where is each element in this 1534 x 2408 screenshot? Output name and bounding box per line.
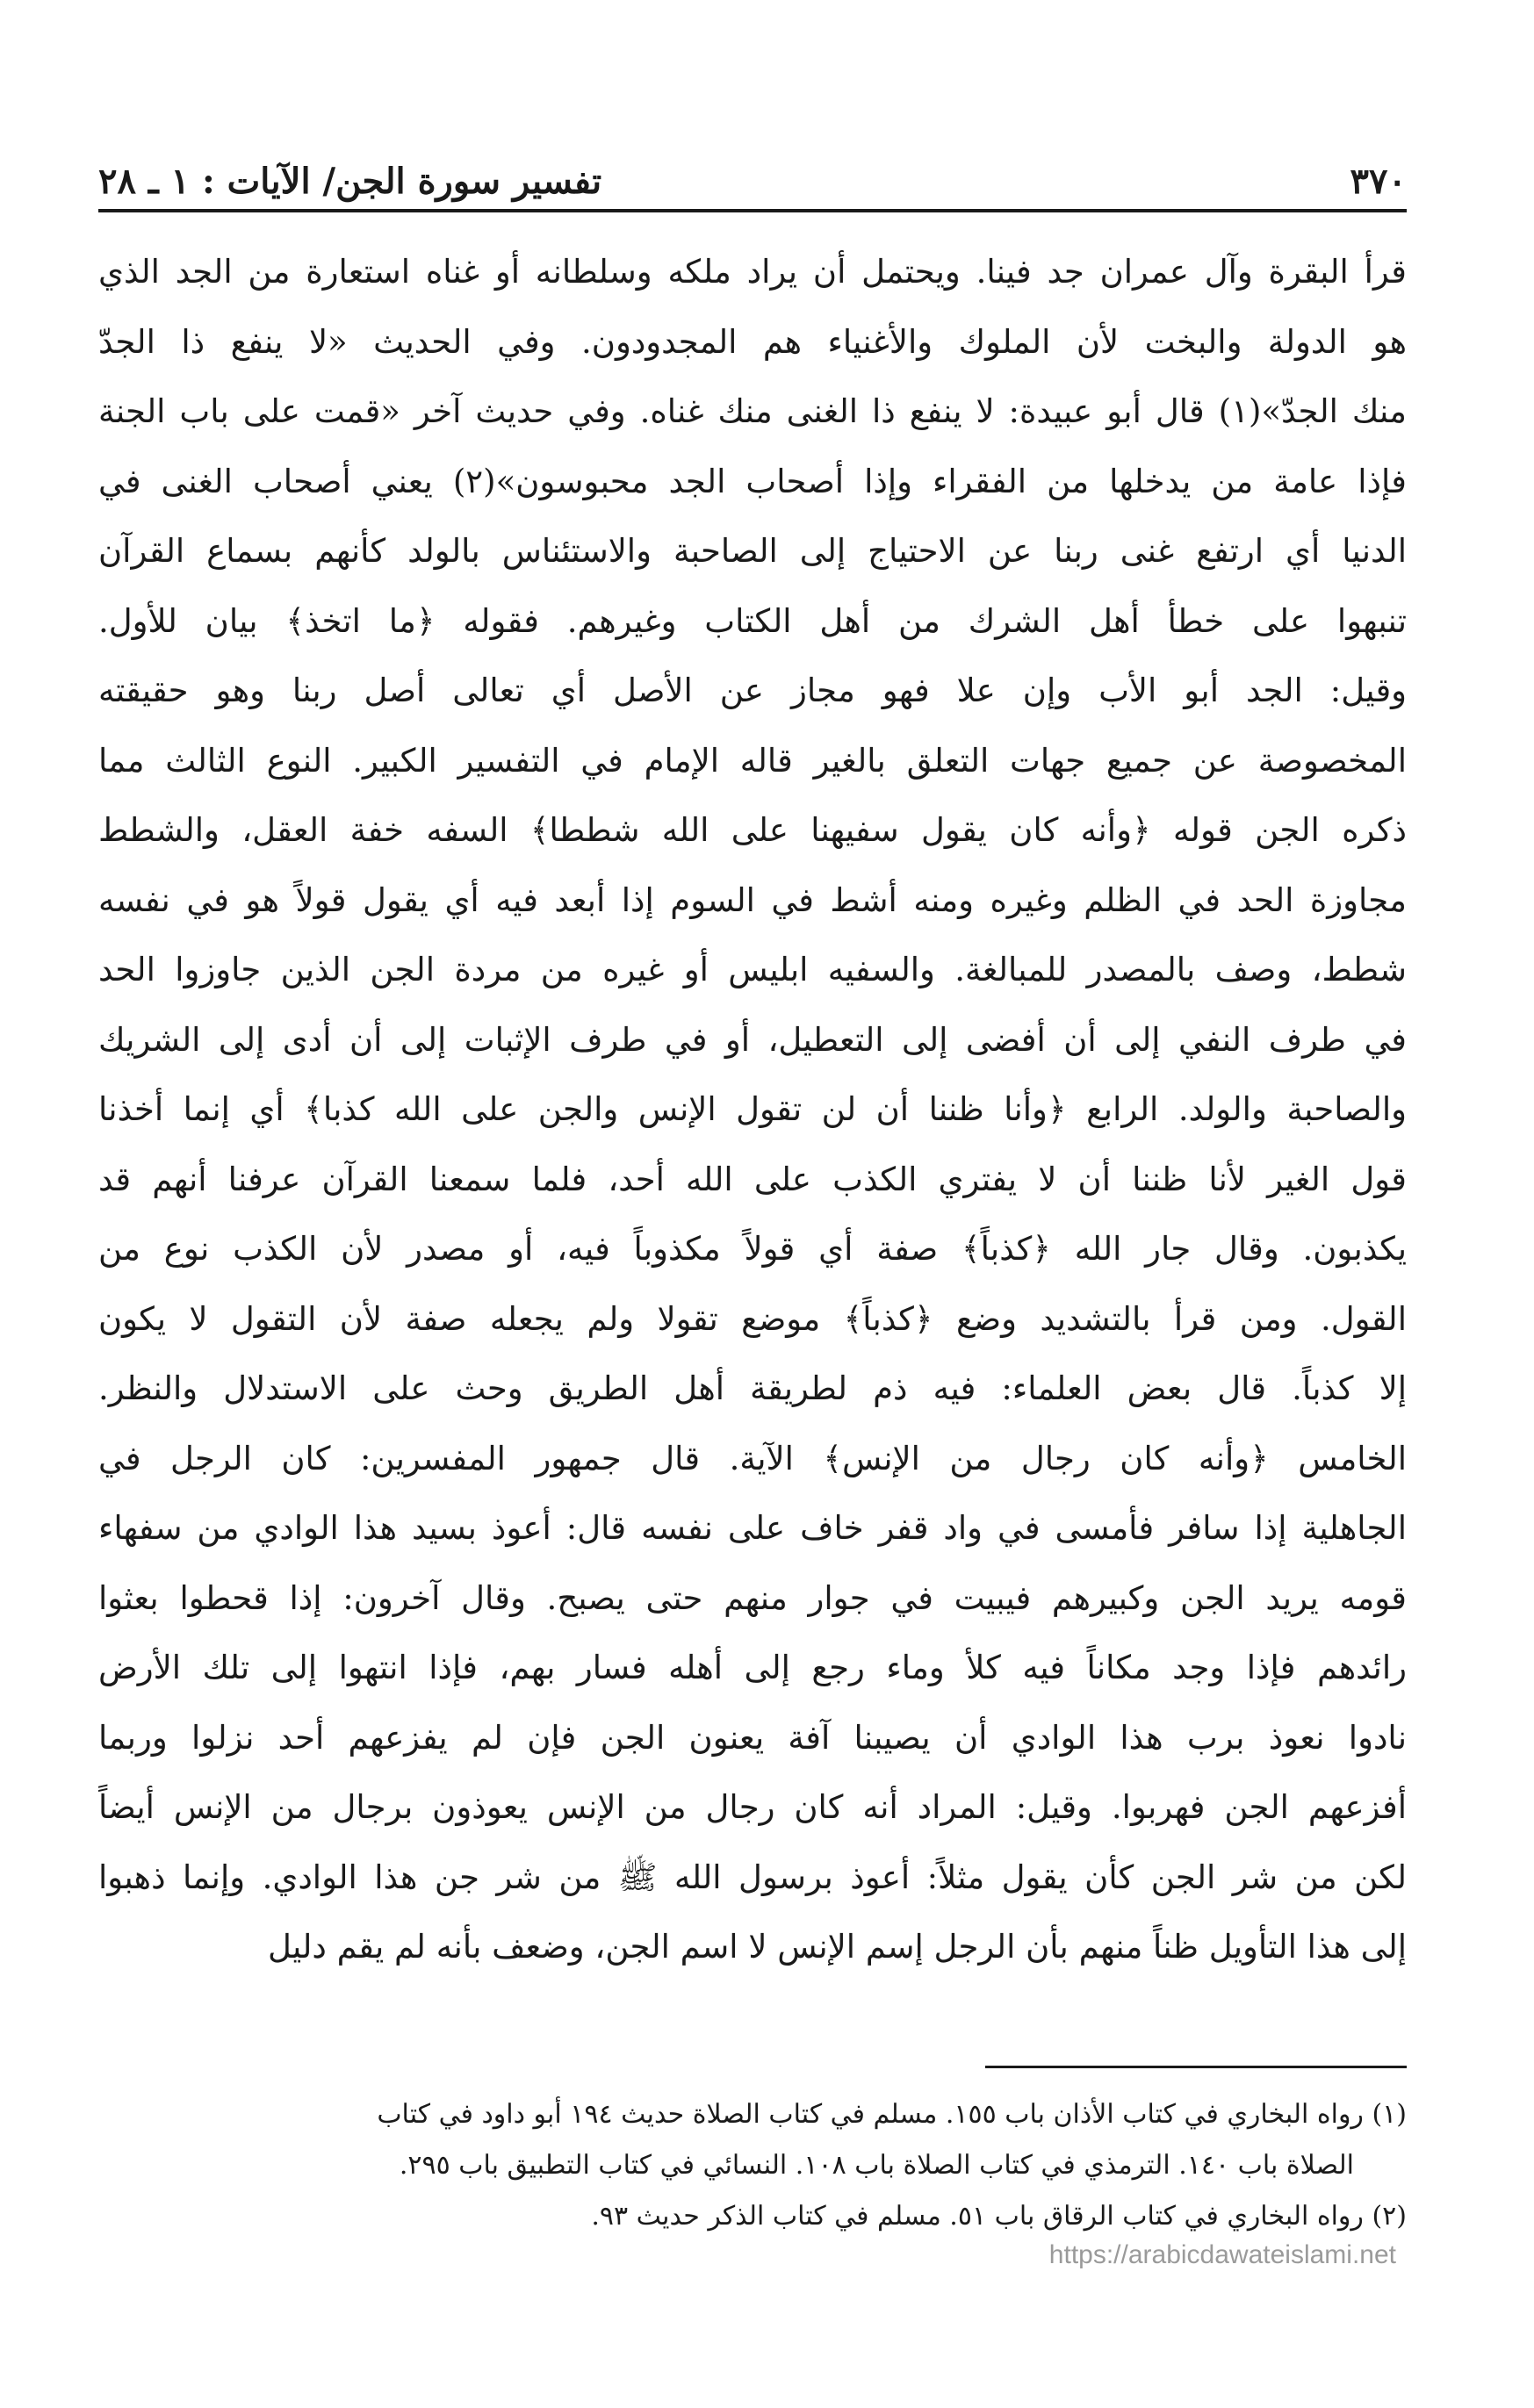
text-line: نادوا نعوذ برب هذا الوادي أن يصيبنا آفة يعنون الجن فإن لم يفزعهم أحد نزلوا وربما	[98, 1718, 1407, 1757]
text-line: الدنيا أي ارتفع غنى ربنا عن الاحتياج إلى الصاحبة والاستئناس بالولد كأنهم بسماع القرآن	[98, 532, 1407, 570]
footnote-line: الصلاة باب ١٤٠. الترمذي في كتاب الصلاة باب ١٠٨. النسائي في كتاب التطبيق باب ٢٩٥.	[399, 2150, 1354, 2181]
footnote-line: (٢) رواه البخاري في كتاب الرقاق باب ٥١. مسلم في كتاب الذكر حديث ٩٣.	[591, 2201, 1407, 2232]
running-title: تفسير سورة الجن/ الآيات : ١ ـ ٢٨	[98, 161, 602, 202]
text-line: رائدهم فإذا وجد مكاناً فيه كلأ وماء رجع إلى أهله فسار بهم، فإذا انتهوا إلى تلك الأرض	[98, 1649, 1407, 1686]
main-text	[98, 237, 1407, 1982]
text-line: وقيل: الجد أبو الأب وإن علا فهو مجاز عن الأصل أي تعالى أصل ربنا وهو حقيقته	[98, 672, 1407, 709]
text-line: إلا كذباً. قال بعض العلماء: فيه ذم لطريقة أهل الطريق وحث على الاستدلال والنظر.	[98, 1369, 1407, 1407]
footnotes	[98, 2089, 1407, 2242]
text-line: منك الجدّ»(١) قال أبو عبيدة: لا ينفع ذا الغنى منك غناه. وفي حديث آخر «قمت على باب الجنة	[98, 392, 1407, 430]
text-line: فإذا عامة من يدخلها من الفقراء وإذا أصحاب الجد محبوسون»(٢) يعني أصحاب الغنى في	[98, 462, 1407, 500]
text-line: والصاحبة والولد. الرابع ﴿وأنا ظننا أن لن تقول الإنس والجن على الله كذبا﴾ أي إنما أخذنا	[98, 1090, 1407, 1128]
text-line: شطط، وصف بالمصدر للمبالغة. والسفيه ابليس أو غيره من مردة الجن الذين جاوزوا الحد	[98, 951, 1407, 988]
text-line: القول. ومن قرأ بالتشديد وضع ﴿كذباً﴾ موضع تقولا ولم يجعله صفة لأن التقول لا يكون	[98, 1299, 1407, 1338]
text-line: إلى هذا التأويل ظناً منهم بأن الرجل إسم الإنس لا اسم الجن، وضعف بأنه لم يقم دليل	[267, 1928, 1407, 1966]
text-line: الجاهلية إذا سافر فأمسى في واد قفر خاف على نفسه قال: أعوذ بسيد هذا الوادي من سفهاء	[98, 1509, 1407, 1547]
text-line: تنبهوا على خطأ أهل الشرك من أهل الكتاب وغيرهم. فقوله ﴿ما اتخذ﴾ بيان للأول.	[98, 601, 1407, 640]
text-line: لكن من شر الجن كأن يقول مثلاً: أعوذ برسول الله ﷺ من شر جن هذا الوادي. وإنما ذهبوا	[98, 1858, 1407, 1896]
watermark-url: https://arabicdawateislami.net	[1048, 2240, 1396, 2269]
text-line: في طرف النفي إلى أن أفضى إلى التعطيل، أو في طرف الإثبات إلى أن أدى إلى الشريك	[98, 1020, 1407, 1059]
text-line: قول الغير لأنا ظننا أن لا يفتري الكذب على الله أحد، فلما سمعنا القرآن عرفنا أنهم قد	[98, 1160, 1407, 1198]
text-line: مجاوزة الحد في الظلم وغيره ومنه أشط في السوم إذا أبعد فيه أي يقول قولاً هو في نفسه	[98, 881, 1407, 919]
text-line: يكذبون. وقال جار الله ﴿كذباً﴾ صفة أي قولاً مكذوباً فيه، أو مصدر لأن الكذب نوع من	[98, 1230, 1407, 1268]
header-rule	[98, 209, 1407, 212]
page-header	[98, 140, 1407, 202]
text-line: الخامس ﴿وأنه كان رجال من الإنس﴾ الآية. قال جمهور المفسرين: كان الرجل في	[98, 1439, 1407, 1477]
text-line: ذكره الجن قوله ﴿وأنه كان يقول سفيهنا على الله شططا﴾ السفه خفة العقل، والشطط	[98, 811, 1407, 849]
text-line: المخصوصة عن جميع جهات التعلق بالغير قاله الإمام في التفسير الكبير. النوع الثالث مما	[98, 741, 1407, 780]
text-line: أفزعهم الجن فهربوا. وقيل: المراد أنه كان رجال من الإنس يعوذون برجال من الإنس أيضاً	[98, 1788, 1407, 1826]
footnote-line: (١) رواه البخاري في كتاب الأذان باب ١٥٥. مسلم في كتاب الصلاة حديث ١٩٤ أبو داود في كتاب	[377, 2099, 1407, 2130]
page-number: ٣٧٠	[1350, 161, 1407, 202]
text-line: هو الدولة والبخت لأن الملوك والأغنياء هم المجدودون. وفي الحديث «لا ينفع ذا الجدّ	[98, 322, 1407, 361]
footnote-rule	[985, 2066, 1407, 2068]
text-line: قرأ البقرة وآل عمران جد فينا. ويحتمل أن يراد ملكه وسلطانه أو غناه استعارة من الجد الذي	[98, 253, 1407, 291]
text-line: قومه يريد الجن وكبيرهم فيبيت في جوار منهم حتى يصبح. وقال آخرون: إذا قحطوا بعثوا	[98, 1578, 1407, 1617]
